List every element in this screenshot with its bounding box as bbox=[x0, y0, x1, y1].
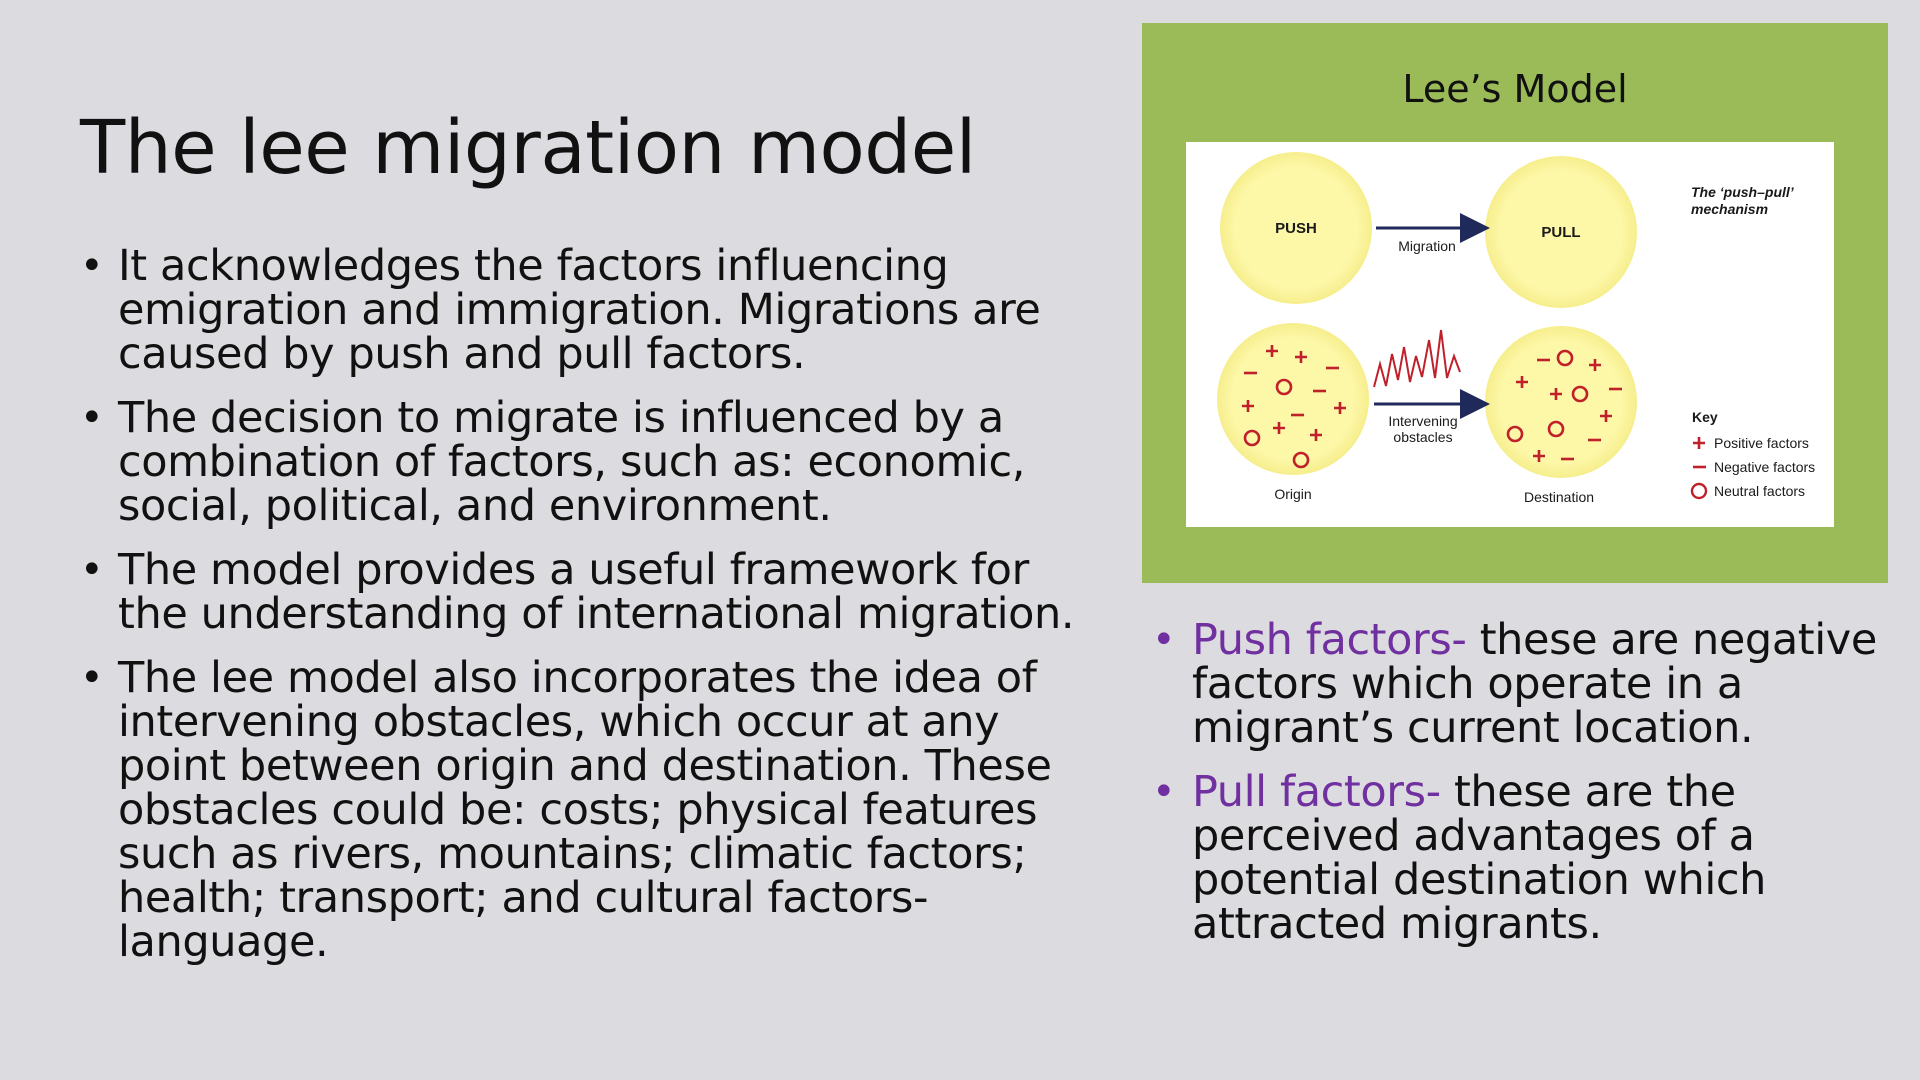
origin-circle bbox=[1217, 323, 1369, 475]
destination-label: Destination bbox=[1523, 489, 1595, 505]
neutral-factor-icon bbox=[1692, 484, 1706, 498]
key-negative: Negative factors bbox=[1714, 459, 1816, 475]
push-factors-item bbox=[1152, 615, 1892, 753]
key-title: Key bbox=[1692, 409, 1718, 425]
obstacles-label: Intervening bbox=[1388, 413, 1458, 429]
bullet-text: It acknowledges the factors influencing emigration and immigration. Migrations are caused by push and pull factors. bbox=[118, 241, 1041, 379]
mechanism-label: The ‘push–pull’ bbox=[1691, 184, 1794, 200]
diagram-title: Lee’s Model bbox=[1402, 67, 1628, 111]
positive-factor-icon bbox=[1693, 437, 1705, 449]
bullet-item bbox=[80, 545, 1090, 639]
key-positive: Positive factors bbox=[1714, 435, 1809, 451]
push-factors-term: Push factors- bbox=[1192, 615, 1467, 665]
destination-circle bbox=[1485, 326, 1637, 478]
bullet-text: The lee model also incorporates the idea of intervening obstacles, which occur at any point between origin and destination. These obstacles could be: costs; physical features such as rivers, mountains; climatic factors; health; transport; and cultural factors- language. bbox=[118, 653, 1052, 967]
bullet-dot: • bbox=[1152, 617, 1176, 663]
lee-model-svg bbox=[1186, 142, 1834, 527]
main-bullet-list bbox=[80, 241, 1090, 984]
bullet-text: The decision to migrate is influenced by a combination of factors, such as: economic, social, political, and environment. bbox=[118, 393, 1025, 531]
lee-model-panel bbox=[1142, 23, 1888, 583]
key-neutral: Neutral factors bbox=[1714, 483, 1806, 499]
push-factors-text: these are negative factors which operate in a migrant’s current location. bbox=[1192, 615, 1877, 753]
bullet-item bbox=[80, 393, 1090, 531]
bullet-item bbox=[80, 653, 1090, 967]
lee-model-diagram bbox=[1186, 142, 1834, 527]
bullet-text: The model provides a useful framework for the understanding of international migration. bbox=[118, 545, 1075, 639]
pull-label: PULL bbox=[1541, 224, 1581, 241]
push-label: PUSH bbox=[1275, 220, 1317, 237]
migration-label: Migration bbox=[1398, 238, 1456, 254]
pull-factors-text: these are the perceived advantages of a potential destination which attracted migrants. bbox=[1192, 767, 1767, 949]
mechanism-label: mechanism bbox=[1691, 201, 1769, 217]
pull-factors-item bbox=[1152, 767, 1892, 949]
bullet-dot: • bbox=[80, 395, 104, 441]
origin-label: Origin bbox=[1274, 486, 1312, 502]
bullet-dot: • bbox=[80, 547, 104, 593]
push-pull-list bbox=[1152, 615, 1892, 966]
pull-factors-term: Pull factors- bbox=[1192, 767, 1441, 817]
bullet-item bbox=[80, 241, 1090, 379]
bullet-dot: • bbox=[80, 243, 104, 289]
obstacles-label: obstacles bbox=[1393, 429, 1453, 445]
bullet-dot: • bbox=[80, 655, 104, 701]
obstacles-zigzag bbox=[1374, 330, 1460, 387]
slide-title: The lee migration model bbox=[80, 105, 976, 191]
bullet-dot: • bbox=[1152, 769, 1176, 815]
